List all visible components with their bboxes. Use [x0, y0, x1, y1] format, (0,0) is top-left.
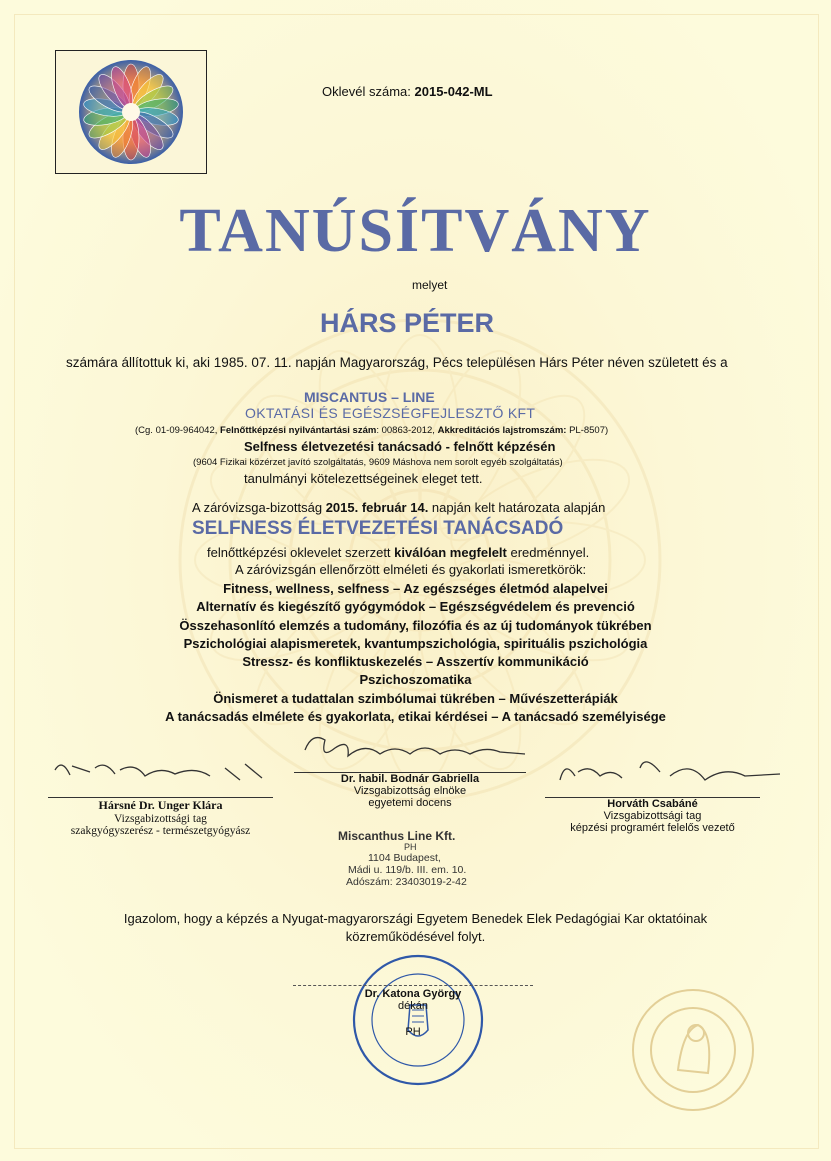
topic-item: Pszichoszomatika	[359, 672, 472, 688]
company-stamp-name: Miscanthus Line Kft.	[338, 829, 456, 843]
certificate-number: Oklevél száma: 2015-042-ML	[322, 84, 493, 99]
organization-subtitle: OKTATÁSI ÉS EGÉSZSÉGFEJLESZTŐ KFT	[245, 405, 536, 421]
topic-item: Önismeret a tudattalan szimbólumai tükrében – Művészetterápiák	[213, 690, 618, 706]
right-role: Vizsgabizottsági tag	[603, 810, 702, 822]
course-name: Selfness életvezetési tanácsadó - felnőtt képzésén	[244, 439, 556, 454]
chair-signature	[305, 738, 525, 756]
company-stamp-address: Mádi u. 119/b. III. em. 10.	[348, 864, 467, 876]
topics-intro: A záróvizsgán ellenőrzött elméleti és gyakorlati ismeretkörök:	[235, 562, 587, 577]
dean-signature-line	[293, 985, 533, 986]
topic-item: Pszichológiai alapismeretek, kvantumpszichológia, spirituális pszichológia	[183, 635, 648, 651]
dean-name: Dr. Katona György	[364, 988, 462, 1000]
chair-name: Dr. habil. Bodnár Gabriella	[340, 773, 480, 785]
topics-list	[0, 580, 831, 726]
melyet-text: melyet	[412, 278, 448, 292]
topic-item: Összehasonlító elemzés a tudomány, filozófia és az új tudományok tükrében	[179, 617, 652, 633]
company-stamp-ph: PH	[404, 842, 417, 852]
organization-name: MISCANTUS – LINE	[304, 389, 435, 405]
right-title: képzési programért felelős vezető	[570, 822, 735, 834]
topic-item: Stressz- és konfliktuskezelés – Asszertív kommunikáció	[242, 654, 589, 670]
left-role: Vizsgabizottsági tag	[114, 813, 207, 825]
chair-title: egyetemi docens	[368, 797, 452, 809]
verification-line-2: közreműködésével folyt.	[345, 929, 486, 944]
fulfilled-statement: tanulmányi kötelezettségeinek eleget tett.	[244, 471, 483, 486]
topic-item: Alternatív és kiegészítő gyógymódok – Egészségvédelem és prevenció	[196, 599, 635, 615]
exam-statement: A záróvizsga-bizottság 2015. február 14. napján kelt határozata alapján	[192, 500, 606, 515]
services-info: (9604 Fizikai közérzet javító szolgáltatás, 9609 Máshova nem sorolt egyéb szolgáltatás)	[193, 457, 563, 468]
company-stamp-city: 1104 Budapest,	[368, 852, 441, 864]
company-stamp-tax: Adószám: 23403019-2-42	[346, 876, 467, 888]
certificate-title: TANÚSÍTVÁNY	[179, 197, 652, 265]
birth-statement: számára állítottuk ki, aki 1985. 07. 11. napján Magyarország, Pécs településen Hárs Péter néven született és a	[66, 355, 728, 370]
right-signatory	[545, 797, 760, 834]
qualification-title: SELFNESS ÉLETVEZETÉSI TANÁCSADÓ	[192, 518, 564, 539]
left-title: szakgyógyszerész - természetgyógyász	[70, 825, 251, 837]
left-signature	[55, 764, 262, 780]
right-name: Horváth Csabáné	[607, 798, 698, 810]
left-signatory	[48, 797, 273, 837]
topic-item: A tanácsadás elmélete és gyakorlata, etikai kérdései – A tanácsadó személyisége	[165, 709, 666, 725]
company-stamp	[338, 829, 498, 888]
chair-signatory	[294, 772, 526, 809]
registration-info: (Cg. 01-09-964042, Felnőttképzési nyilvántartási szám: 00863-2012, Akkreditációs lajstromszám: PL-8507)	[135, 425, 609, 436]
topic-item: Fitness, wellness, selfness – Az egészséges életmód alapelvei	[223, 581, 608, 596]
right-signature	[560, 762, 780, 780]
chair-role: Vizsgabizottság elnöke	[353, 785, 467, 797]
verification-statement	[0, 910, 831, 946]
gold-seal	[628, 985, 758, 1115]
left-name: Hársné Dr. Unger Klára	[98, 798, 223, 812]
result-statement: felnőttképzési oklevelet szerzett kiválóan megfelelt eredménnyel.	[207, 545, 590, 560]
mandala-logo-icon	[70, 56, 192, 168]
dean-role: dékán	[398, 1000, 428, 1012]
dean-ph: PH	[405, 1026, 421, 1038]
holder-name: HÁRS PÉTER	[320, 308, 495, 338]
verification-line-1: Igazolom, hogy a képzés a Nyugat-magyarországi Egyetem Benedek Elek Pedagógiai Kar oktatóinak	[123, 911, 708, 926]
mandala-logo	[55, 50, 207, 174]
dean-signatory	[293, 985, 533, 1038]
